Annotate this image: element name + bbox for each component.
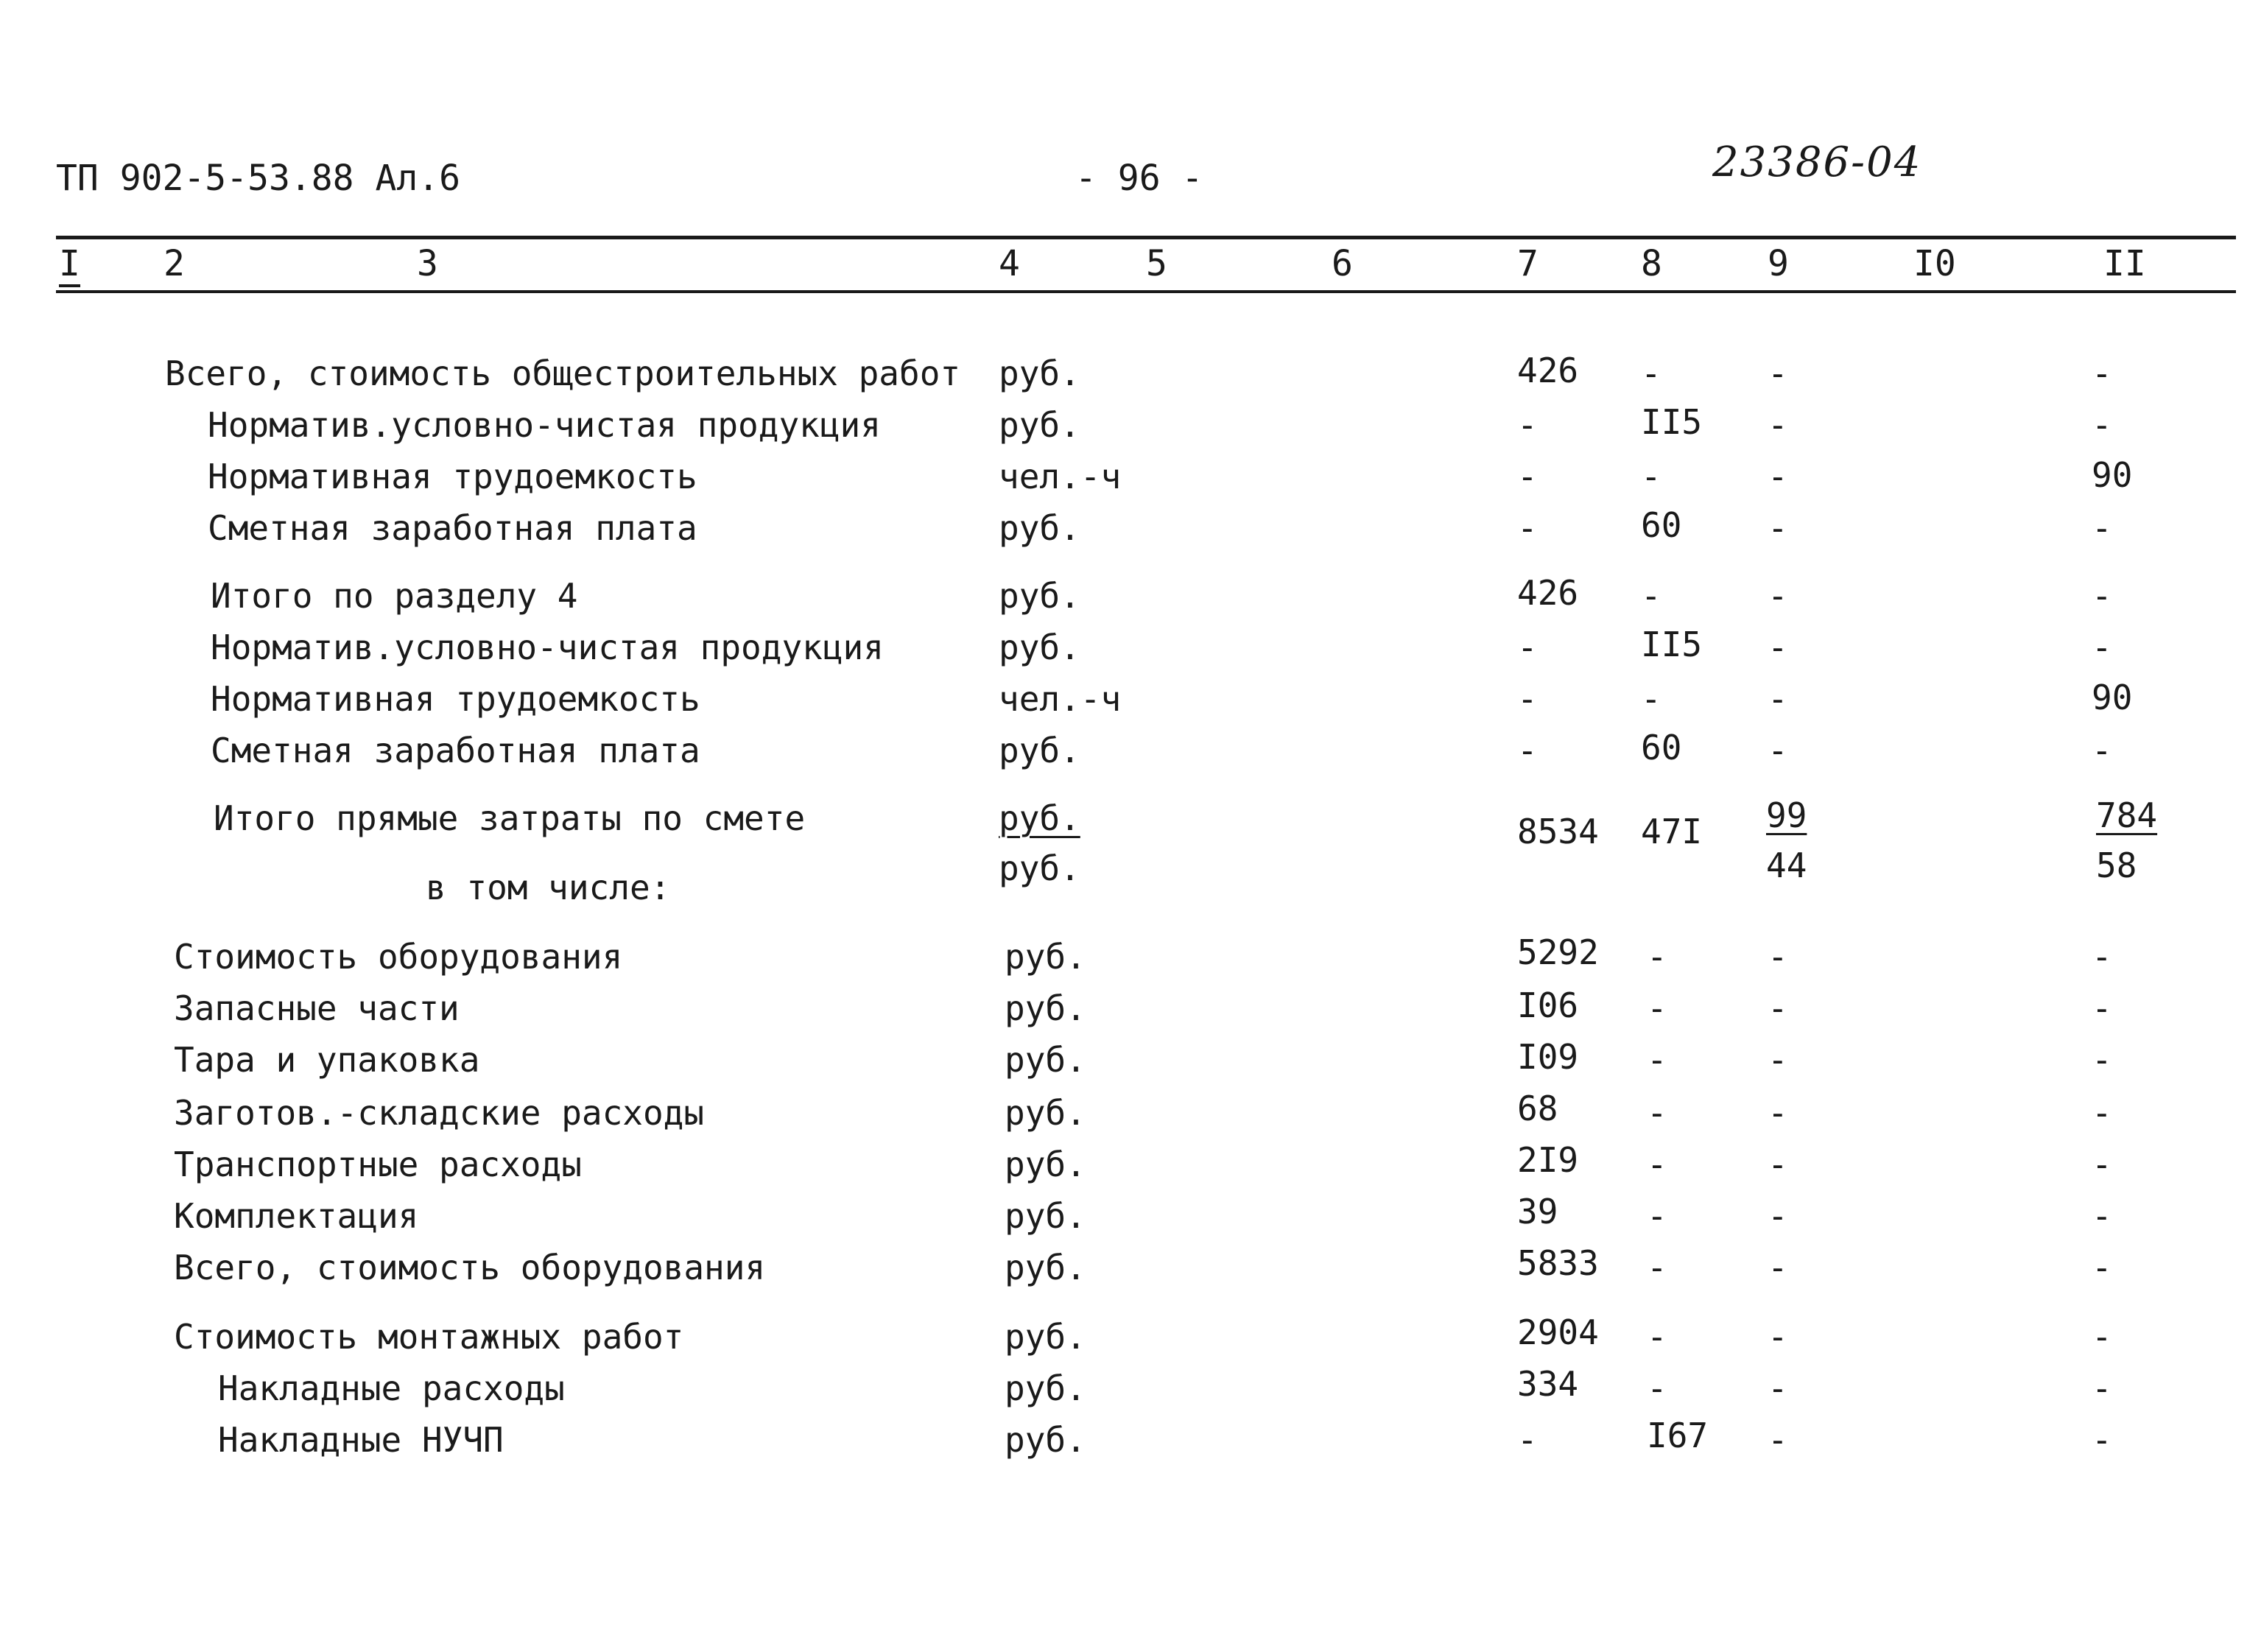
row-col8: - <box>1641 457 1662 496</box>
row-col8: 60 <box>1641 728 1682 767</box>
document-code: ТП 902-5-53.88 Ал.6 <box>56 158 461 199</box>
column-number-2: 2 <box>163 243 185 284</box>
row-name: в том числе: <box>426 868 671 907</box>
row-col9: - <box>1768 1040 1788 1080</box>
row-col7: 426 <box>1517 573 1579 613</box>
column-number-9: 9 <box>1768 243 1789 284</box>
row-col7: 68 <box>1517 1089 1558 1128</box>
row-unit: руб. <box>1005 988 1086 1028</box>
column-number-6: 6 <box>1332 243 1353 284</box>
row-unit: руб. <box>999 731 1080 770</box>
row-col8: - <box>1647 1093 1667 1133</box>
row-col9: - <box>1768 405 1788 445</box>
row-name: Итого по разделу 4 <box>211 576 578 616</box>
column-number-11: II <box>2103 243 2146 284</box>
table-header-rule <box>56 290 2236 293</box>
row-name: Итого прямые затраты по смете <box>214 798 806 838</box>
row-name: Норматив.условно-чистая продукция <box>211 628 884 667</box>
row-col7: 2904 <box>1517 1312 1599 1352</box>
row-name: Комплектация <box>174 1196 419 1236</box>
row-name: Нормативная трудоемкость <box>211 679 700 719</box>
row-col11: - <box>2092 628 2112 667</box>
row-col9: - <box>1768 1145 1788 1184</box>
row-col9: - <box>1768 1317 1788 1357</box>
row-unit: руб. <box>999 508 1080 548</box>
row-name: Стоимость монтажных работ <box>174 1317 684 1357</box>
row-col11-numerator: 784 <box>2096 795 2158 835</box>
row-col11: - <box>2092 1420 2112 1460</box>
row-col11: - <box>2092 937 2112 977</box>
row-col11: - <box>2092 354 2112 393</box>
row-col8: - <box>1641 679 1662 719</box>
row-col9: - <box>1768 628 1788 667</box>
row-name: Нормативная трудоемкость <box>208 457 697 496</box>
row-col8: - <box>1647 1040 1667 1080</box>
row-col8: I67 <box>1647 1416 1709 1455</box>
column-number-8: 8 <box>1641 243 1662 284</box>
row-col9-denominator: 44 <box>1766 846 1807 885</box>
row-col8: - <box>1647 1196 1667 1236</box>
column-number-5: 5 <box>1146 243 1167 284</box>
row-col9: - <box>1768 1368 1788 1408</box>
row-name: Накладные расходы <box>218 1368 565 1408</box>
row-name: Сметная заработная плата <box>208 508 697 548</box>
row-col7: 426 <box>1517 351 1579 390</box>
row-col11: - <box>2092 1317 2112 1357</box>
row-unit: руб. <box>999 576 1080 616</box>
row-col7: - <box>1517 1420 1538 1460</box>
row-unit: чел.-ч <box>999 457 1122 496</box>
handwritten-note: 23386-04 <box>1712 138 1922 186</box>
row-unit: руб. <box>999 405 1080 445</box>
row-name: Запасные части <box>174 988 460 1028</box>
row-col7: 8534 <box>1517 812 1599 851</box>
page-number: - 96 - <box>1075 158 1203 199</box>
table-top-rule <box>56 236 2236 239</box>
row-col8: II5 <box>1641 402 1703 442</box>
row-col9: - <box>1768 1093 1788 1133</box>
row-col7: - <box>1517 628 1538 667</box>
row-name: Всего, стоимость оборудования <box>174 1248 766 1287</box>
row-unit: чел.-ч <box>999 679 1122 719</box>
row-col9: - <box>1768 988 1788 1028</box>
row-col7: 39 <box>1517 1192 1558 1231</box>
row-col7: 334 <box>1517 1364 1579 1404</box>
row-col9: - <box>1768 457 1788 496</box>
row-name: Норматив.условно-чистая продукция <box>208 405 881 445</box>
row-col7: I09 <box>1517 1037 1579 1077</box>
row-col8: II5 <box>1641 625 1703 664</box>
row-col8: - <box>1647 988 1667 1028</box>
row-col7: - <box>1517 405 1538 445</box>
row-unit: руб. <box>1005 1248 1086 1287</box>
row-col9: - <box>1768 1248 1788 1287</box>
row-col11: - <box>2092 1368 2112 1408</box>
row-col8: - <box>1647 1145 1667 1184</box>
row-col9: - <box>1768 1420 1788 1460</box>
row-col7: I06 <box>1517 985 1579 1025</box>
row-col9: - <box>1768 937 1788 977</box>
row-name: Всего, стоимость общестроительных работ <box>165 354 961 393</box>
column-number-4: 4 <box>999 243 1020 284</box>
row-unit: руб. <box>999 628 1080 667</box>
row-name: Сметная заработная плата <box>211 731 700 770</box>
row-name: Тара и упаковка <box>174 1040 480 1080</box>
row-col11: - <box>2092 508 2112 548</box>
row-col9: - <box>1768 679 1788 719</box>
row-col9: - <box>1768 731 1788 770</box>
column-number-7: 7 <box>1517 243 1539 284</box>
row-col11: - <box>2092 1145 2112 1184</box>
row-unit: руб. <box>1005 1145 1086 1184</box>
row-unit: руб. <box>1005 1368 1086 1408</box>
row-col11: - <box>2092 1040 2112 1080</box>
column-number-10: I0 <box>1913 243 1956 284</box>
row-col7: - <box>1517 679 1538 719</box>
row-unit: руб. <box>1005 1196 1086 1236</box>
column-number-3: 3 <box>417 243 438 284</box>
row-name: Заготов.-складские расходы <box>174 1093 705 1133</box>
row-col11: - <box>2092 1196 2112 1236</box>
row-col8: - <box>1641 576 1662 616</box>
row-col11: - <box>2092 405 2112 445</box>
row-col8: - <box>1647 937 1667 977</box>
row-col9: - <box>1768 576 1788 616</box>
row-unit: руб. <box>1005 1420 1086 1460</box>
row-unit: руб. <box>999 798 1080 838</box>
row-col7: - <box>1517 731 1538 770</box>
row-col8: - <box>1641 354 1662 393</box>
row-unit: руб. <box>999 354 1080 393</box>
row-unit: руб. <box>1005 1317 1086 1357</box>
row-unit: руб. <box>1005 937 1086 977</box>
row-col7: 2I9 <box>1517 1140 1579 1180</box>
column-number-1: I <box>59 243 80 287</box>
row-col11: - <box>2092 1248 2112 1287</box>
row-name: Накладные НУЧП <box>218 1420 504 1460</box>
row-col7: 5292 <box>1517 932 1599 972</box>
row-col11: 90 <box>2092 678 2133 717</box>
row-col7: - <box>1517 508 1538 548</box>
row-col8: - <box>1647 1317 1667 1357</box>
row-col8: - <box>1647 1368 1667 1408</box>
row-name: Транспортные расходы <box>174 1145 582 1184</box>
row-col7: 5833 <box>1517 1243 1599 1283</box>
row-col11: - <box>2092 576 2112 616</box>
row-col9: - <box>1768 1196 1788 1236</box>
row-col11: - <box>2092 731 2112 770</box>
row-col11: - <box>2092 1093 2112 1133</box>
row-col11-denominator: 58 <box>2096 846 2137 885</box>
row-col9: - <box>1768 508 1788 548</box>
row-col8: 47I <box>1641 812 1703 851</box>
row-unit: руб. <box>1005 1093 1086 1133</box>
row-unit: руб. <box>1005 1040 1086 1080</box>
row-col9-numerator: 99 <box>1766 795 1807 835</box>
row-col7: - <box>1517 457 1538 496</box>
row-unit: руб. <box>999 848 1080 888</box>
row-col11: 90 <box>2092 455 2133 495</box>
row-col11: - <box>2092 988 2112 1028</box>
row-name: Стоимость оборудования <box>174 937 623 977</box>
row-col8: 60 <box>1641 505 1682 545</box>
row-col8: - <box>1647 1248 1667 1287</box>
row-col9: - <box>1768 354 1788 393</box>
